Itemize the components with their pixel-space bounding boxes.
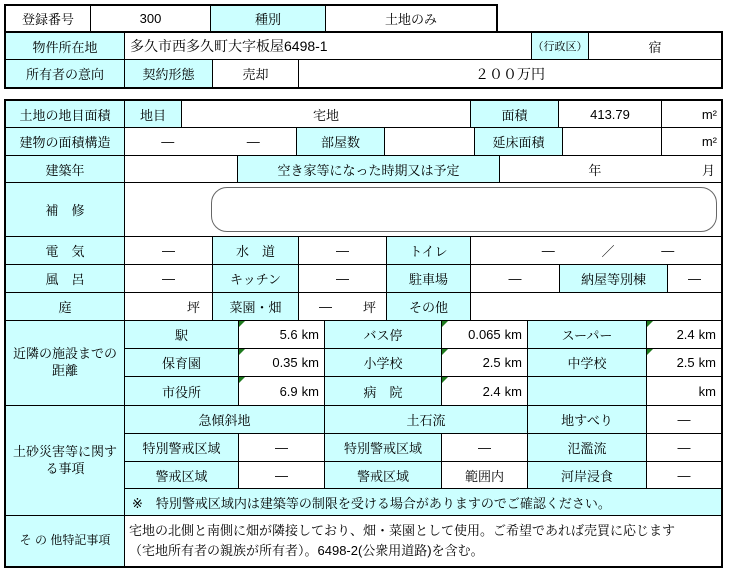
cell-flag-icon xyxy=(647,321,653,327)
notes-value-cell[interactable] xyxy=(125,516,721,566)
debris-caution-zone-value-cell[interactable]: 範囲内 xyxy=(442,462,528,488)
steep-caution-zone-label: 警戒区域 xyxy=(125,462,239,488)
registration-label: 登録番号 xyxy=(6,6,91,31)
distance-value: 0.065 xyxy=(468,327,501,342)
facility-label-cityhall: 市役所 xyxy=(125,377,239,405)
bath-row xyxy=(6,265,721,293)
facility-value-busstop[interactable] xyxy=(442,321,528,348)
distance-unit: km xyxy=(301,383,319,399)
building-section-label: 建物の面積構造 xyxy=(6,128,125,155)
distance-label-line2: 距離 xyxy=(51,363,78,378)
distance-row-1 xyxy=(125,321,721,349)
distance-value: 6.9 xyxy=(279,383,298,399)
hazard-row-3 xyxy=(125,462,721,489)
distance-unit: km xyxy=(504,383,522,399)
parking-label: 駐車場 xyxy=(387,265,471,292)
patch-value: — xyxy=(319,299,332,314)
built-year-row xyxy=(6,156,721,183)
category-value-cell[interactable]: 土地のみ xyxy=(384,12,437,27)
built-year-value-cell[interactable] xyxy=(125,156,238,182)
debris-flow-label: 土石流 xyxy=(325,406,528,433)
cell-flag-icon xyxy=(239,377,245,383)
facility-value-nursery[interactable] xyxy=(239,349,325,376)
hazard-row-2 xyxy=(125,434,721,462)
other-equip-label: その他 xyxy=(387,293,471,320)
repair-value-cell[interactable] xyxy=(125,183,721,236)
water-value-cell[interactable]: — xyxy=(299,237,387,264)
steep-caution-zone-value-cell[interactable]: — xyxy=(239,462,325,488)
hazard-note-row xyxy=(125,489,721,515)
distance-value: 2.5 xyxy=(676,355,695,370)
electricity-label: 電 気 xyxy=(6,237,125,264)
garden-unit: 坪 xyxy=(186,300,200,315)
location-label: 物件所在地 xyxy=(6,33,125,59)
toilet-label: トイレ xyxy=(387,237,471,264)
contract-type-label: 契約形態 xyxy=(125,60,213,87)
distance-unit: km xyxy=(504,355,522,370)
electricity-row xyxy=(6,237,721,265)
contract-type-value-cell[interactable]: 売却 xyxy=(213,60,299,87)
land-section-label: 土地の地目面積 xyxy=(6,101,125,127)
repair-label: 補 修 xyxy=(6,183,125,236)
land-area-unit: m² xyxy=(701,106,717,122)
cell-flag-icon xyxy=(647,349,653,355)
cell-flag-icon xyxy=(239,321,245,327)
landslide-value-cell[interactable]: — xyxy=(677,412,691,427)
distance-unit: km xyxy=(301,355,319,370)
building-area-value: — xyxy=(161,134,175,149)
vacant-since-value-cell[interactable] xyxy=(500,156,721,182)
hazard-rows xyxy=(125,406,721,515)
land-category-value-cell[interactable]: 宅地 xyxy=(182,101,471,127)
bath-label: 風 呂 xyxy=(6,265,125,292)
hazard-section-label xyxy=(6,406,125,515)
land-area-label: 面積 xyxy=(471,101,559,127)
distance-unit: km xyxy=(301,327,319,342)
distance-unit: km xyxy=(504,327,522,342)
bath-value-cell[interactable]: — xyxy=(125,265,213,292)
facility-value-cityhall[interactable] xyxy=(239,377,325,405)
patch-value-cell[interactable] xyxy=(299,293,387,320)
other-equip-value-cell[interactable] xyxy=(471,293,721,320)
parking-value-cell[interactable]: — xyxy=(471,265,560,292)
distance-unit: km xyxy=(698,327,716,342)
vacant-since-label: 空き家等になった時期又は予定 xyxy=(238,156,500,182)
building-structure-value: — xyxy=(246,134,260,149)
electricity-value-cell[interactable]: — xyxy=(125,237,213,264)
facility-label-nursery: 保育園 xyxy=(125,349,239,376)
distance-value: 0.35 xyxy=(272,355,298,370)
cell-flag-icon xyxy=(442,321,448,327)
steep-slope-label: 急傾斜地 xyxy=(125,406,325,433)
notes-label: そ の 他特記事項 xyxy=(6,516,125,566)
distance-row-2 xyxy=(125,349,721,377)
hazard-label-line1: 土砂災害等に関す xyxy=(12,443,117,459)
facility-value-juniorhigh[interactable] xyxy=(647,349,721,376)
facility-label-elementary: 小学校 xyxy=(325,349,442,376)
bank-erosion-value-cell[interactable]: — xyxy=(677,467,691,483)
facility-value-supermarket[interactable] xyxy=(647,321,721,348)
floor-area-value-cell[interactable] xyxy=(563,128,662,155)
price-cell[interactable]: ２００万円 xyxy=(475,65,545,82)
distance-value: 2.4 xyxy=(482,383,501,399)
rooms-label: 部屋数 xyxy=(297,128,385,155)
owner-intent-row xyxy=(6,60,721,87)
facility-value-empty[interactable] xyxy=(647,377,721,405)
debris-special-zone-label: 特別警戒区域 xyxy=(325,434,442,461)
detail-table xyxy=(4,99,723,568)
header-row-registration xyxy=(4,4,498,31)
toilet-value-left: — xyxy=(541,243,555,258)
district-value-cell[interactable]: 宿 xyxy=(648,39,662,55)
garden-value-cell[interactable] xyxy=(125,293,213,320)
kitchen-label: キッチン xyxy=(213,265,299,292)
distance-value: 2.5 xyxy=(482,355,501,370)
address-cell[interactable]: 多久市西多久町大字板屋6498-1 xyxy=(125,33,532,59)
building-area-structure-cell[interactable] xyxy=(125,128,297,155)
toilet-separator: ／ xyxy=(601,244,615,259)
patch-unit: 坪 xyxy=(362,300,376,315)
land-category-label: 地目 xyxy=(125,101,182,127)
distance-rows xyxy=(125,321,721,405)
facility-label-empty xyxy=(528,377,647,405)
flood-flow-value-cell[interactable]: — xyxy=(677,440,691,455)
landslide-label: 地すべり xyxy=(528,406,647,433)
distance-section-label xyxy=(6,321,125,405)
month-unit: 月 xyxy=(701,162,715,178)
notes-rows xyxy=(125,516,721,566)
notes-line1: 宅地の北側と南側に畑が隣接しており、畑・菜園として使用。ご希望であれば売買に応じます xyxy=(129,522,676,538)
distance-row-3 xyxy=(125,377,721,405)
category-label: 種別 xyxy=(211,6,326,31)
notes-line2: （宅地所有者の親族が所有者）。6498-2(公衆用道路)を含む。 xyxy=(129,543,484,558)
hazard-note: ※ 特別警戒区域内は建築等の制限を受ける場合がありますのでご確認ください。 xyxy=(125,489,721,515)
built-year-label: 建築年 xyxy=(6,156,125,182)
facility-label-hospital: 病 院 xyxy=(325,377,442,405)
facility-label-juniorhigh: 中学校 xyxy=(528,349,647,376)
annex-label: 納屋等別棟 xyxy=(560,265,668,292)
steep-special-zone-value-cell[interactable]: — xyxy=(239,434,325,461)
cell-flag-icon xyxy=(442,377,448,383)
land-row xyxy=(6,101,721,128)
repair-bracket-shape xyxy=(211,187,717,232)
repair-row xyxy=(6,183,721,237)
building-row xyxy=(6,128,721,156)
debris-caution-zone-label: 警戒区域 xyxy=(325,462,442,488)
facility-label-supermarket: スーパー xyxy=(528,321,647,348)
facility-label-station: 駅 xyxy=(125,321,239,348)
facility-value-hospital[interactable] xyxy=(442,377,528,405)
facility-value-elementary[interactable] xyxy=(442,349,528,376)
distance-value: 2.4 xyxy=(676,327,695,342)
notes-section xyxy=(6,516,721,566)
patch-label: 菜園・畑 xyxy=(213,293,299,320)
hazard-section xyxy=(6,406,721,516)
facility-label-busstop: バス停 xyxy=(325,321,442,348)
distance-section xyxy=(6,321,721,406)
registration-number-cell[interactable]: 300 xyxy=(91,6,211,31)
bank-erosion-label: 河岸浸食 xyxy=(528,462,647,488)
distance-unit: km xyxy=(698,383,716,399)
land-area-value-cell[interactable]: 413.79 xyxy=(559,101,662,127)
garden-label: 庭 xyxy=(6,293,125,320)
kitchen-value-cell[interactable]: — xyxy=(299,265,387,292)
cell-flag-icon xyxy=(239,349,245,355)
owner-intent-label: 所有者の意向 xyxy=(6,60,125,87)
distance-unit: km xyxy=(698,355,716,370)
toilet-value-cell[interactable] xyxy=(471,237,721,264)
floor-area-unit: m² xyxy=(701,134,717,149)
water-label: 水 道 xyxy=(213,237,299,264)
hazard-label-line2: る事項 xyxy=(45,460,85,476)
header-table xyxy=(4,31,723,89)
debris-special-zone-value-cell[interactable]: — xyxy=(442,434,528,461)
hazard-row-1 xyxy=(125,406,721,434)
annex-value-cell[interactable]: — xyxy=(688,271,701,286)
flood-flow-label: 氾濫流 xyxy=(528,434,647,461)
steep-special-zone-label: 特別警戒区域 xyxy=(125,434,239,461)
facility-value-station[interactable] xyxy=(239,321,325,348)
toilet-value-right: — xyxy=(661,243,675,258)
rooms-value-cell[interactable] xyxy=(385,128,475,155)
cell-flag-icon xyxy=(442,349,448,355)
location-row xyxy=(6,33,721,60)
garden-row xyxy=(6,293,721,321)
year-unit: 年 xyxy=(588,162,602,178)
district-label: （行政区） xyxy=(532,33,589,59)
notes-row xyxy=(125,516,721,566)
floor-area-label: 延床面積 xyxy=(475,128,563,155)
distance-value: 5.6 xyxy=(279,327,298,342)
distance-label-line1: 近隣の施設までの xyxy=(12,346,117,362)
